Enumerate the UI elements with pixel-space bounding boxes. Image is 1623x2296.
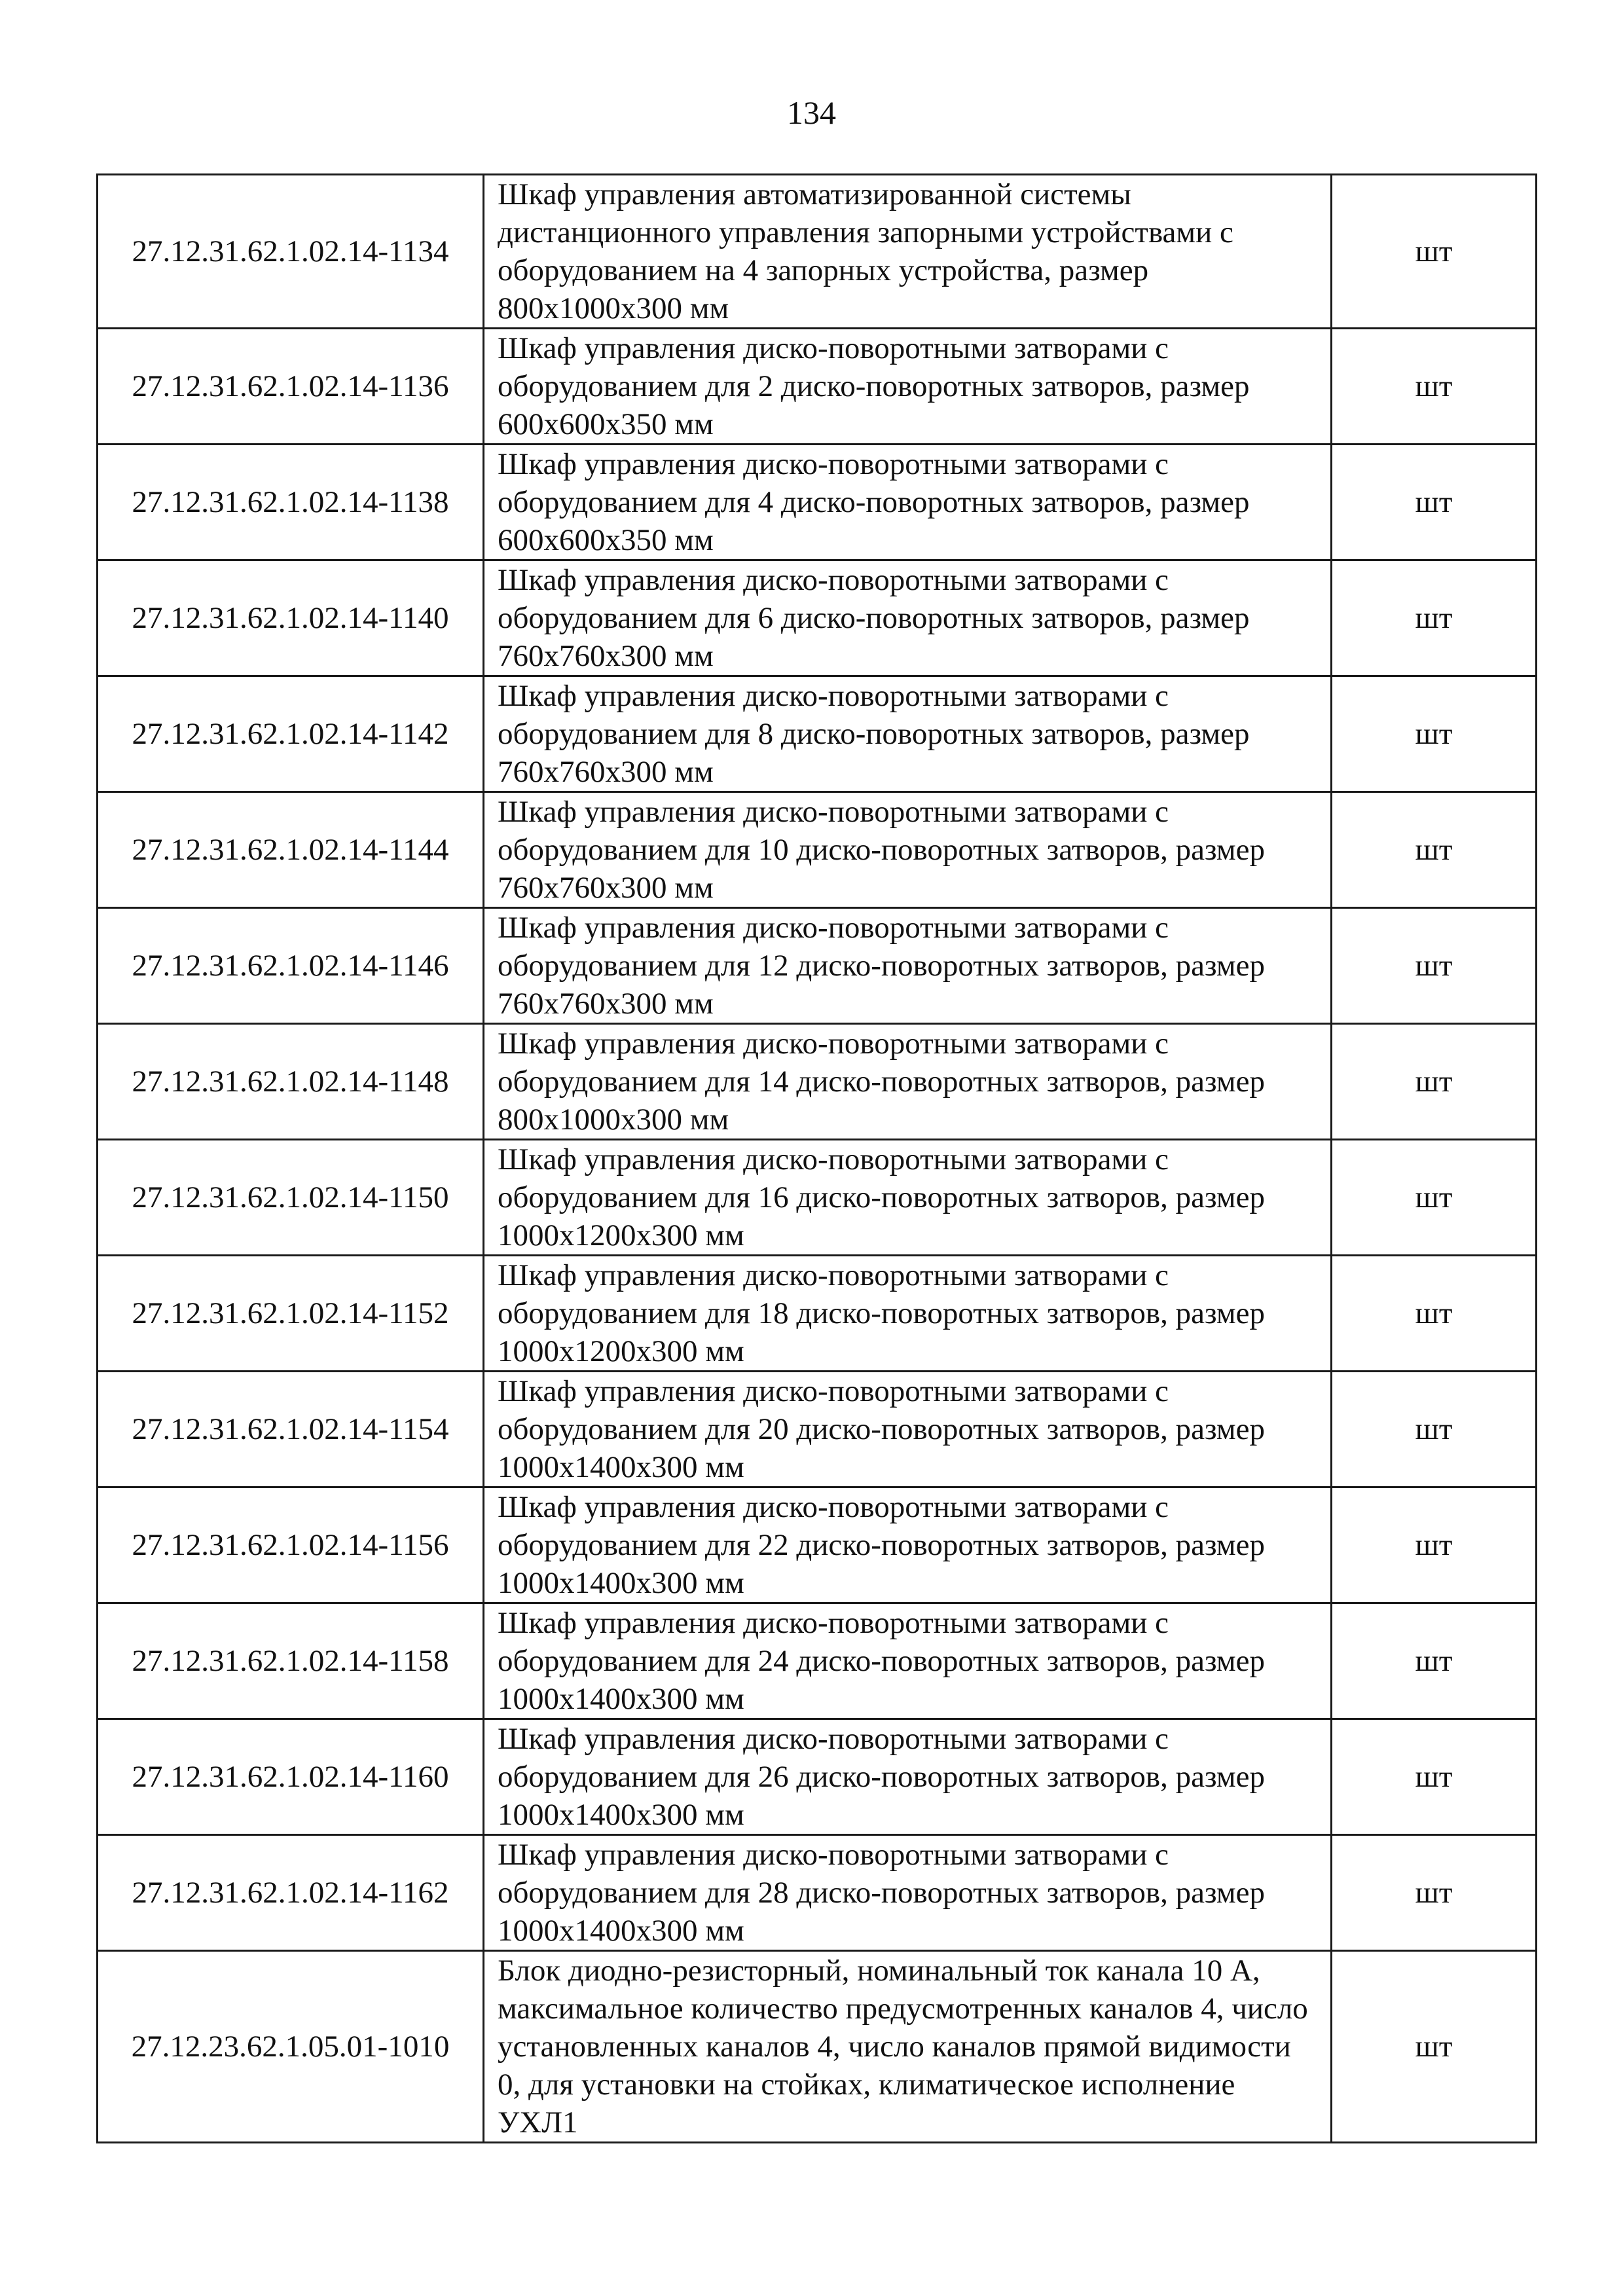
- unit-of-measure: шт: [1332, 1024, 1537, 1140]
- resource-code: 27.12.31.62.1.02.14-1148: [98, 1024, 484, 1140]
- unit-of-measure: шт: [1332, 1372, 1537, 1487]
- table-row: [98, 1256, 1537, 1372]
- resource-description: Шкаф управления диско-поворотными затворами с оборудованием для 26 диско-поворотных затворов, размер 1000x1400x300 мм: [484, 1719, 1332, 1835]
- unit-of-measure: шт: [1332, 676, 1537, 792]
- unit-of-measure: шт: [1332, 175, 1537, 329]
- resource-description: Шкаф управления диско-поворотными затворами с оборудованием для 12 диско-поворотных затворов, размер 760x760x300 мм: [484, 908, 1332, 1024]
- resource-code: 27.12.31.62.1.02.14-1160: [98, 1719, 484, 1835]
- table-row: [98, 908, 1537, 1024]
- unit-of-measure: шт: [1332, 560, 1537, 676]
- resource-description: Шкаф управления диско-поворотными затворами с оборудованием для 22 диско-поворотных затворов, размер 1000x1400x300 мм: [484, 1487, 1332, 1603]
- unit-of-measure: шт: [1332, 445, 1537, 560]
- resource-code: 27.12.31.62.1.02.14-1146: [98, 908, 484, 1024]
- unit-of-measure: шт: [1332, 1719, 1537, 1835]
- resource-code: 27.12.31.62.1.02.14-1136: [98, 329, 484, 445]
- table-row: [98, 1835, 1537, 1951]
- unit-of-measure: шт: [1332, 1140, 1537, 1256]
- resource-code: 27.12.31.62.1.02.14-1134: [98, 175, 484, 329]
- unit-of-measure: шт: [1332, 908, 1537, 1024]
- resource-code: 27.12.31.62.1.02.14-1138: [98, 445, 484, 560]
- resource-description: Шкаф управления автоматизированной системы дистанционного управления запорными устройствами с оборудованием на 4 запорных устройства, размер 800x1000x300 мм: [484, 175, 1332, 329]
- resource-code: 27.12.31.62.1.02.14-1150: [98, 1140, 484, 1256]
- resource-table: [96, 173, 1537, 2143]
- resource-code: 27.12.31.62.1.02.14-1162: [98, 1835, 484, 1951]
- resource-description: Шкаф управления диско-поворотными затворами с оборудованием для 10 диско-поворотных затворов, размер 760x760x300 мм: [484, 792, 1332, 908]
- unit-of-measure: шт: [1332, 1487, 1537, 1603]
- resource-code: 27.12.31.62.1.02.14-1140: [98, 560, 484, 676]
- resource-description: Шкаф управления диско-поворотными затворами с оборудованием для 18 диско-поворотных затворов, размер 1000x1200x300 мм: [484, 1256, 1332, 1372]
- unit-of-measure: шт: [1332, 329, 1537, 445]
- resource-description: Шкаф управления диско-поворотными затворами с оборудованием для 14 диско-поворотных затворов, размер 800x1000x300 мм: [484, 1024, 1332, 1140]
- resource-code: 27.12.31.62.1.02.14-1156: [98, 1487, 484, 1603]
- unit-of-measure: шт: [1332, 1835, 1537, 1951]
- table-row: [98, 676, 1537, 792]
- table-row: [98, 1140, 1537, 1256]
- unit-of-measure: шт: [1332, 1603, 1537, 1719]
- resource-description: Шкаф управления диско-поворотными затворами с оборудованием для 24 диско-поворотных затворов, размер 1000x1400x300 мм: [484, 1603, 1332, 1719]
- table-row: [98, 445, 1537, 560]
- table-row: [98, 1951, 1537, 2143]
- resource-description: Шкаф управления диско-поворотными затворами с оборудованием для 28 диско-поворотных затворов, размер 1000x1400x300 мм: [484, 1835, 1332, 1951]
- resource-description: Шкаф управления диско-поворотными затворами с оборудованием для 2 диско-поворотных затворов, размер 600x600x350 мм: [484, 329, 1332, 445]
- table-row: [98, 1372, 1537, 1487]
- table-row: [98, 1603, 1537, 1719]
- resource-description: Шкаф управления диско-поворотными затворами с оборудованием для 8 диско-поворотных затворов, размер 760x760x300 мм: [484, 676, 1332, 792]
- page-number: 134: [787, 94, 836, 131]
- resource-description: Шкаф управления диско-поворотными затворами с оборудованием для 16 диско-поворотных затворов, размер 1000x1200x300 мм: [484, 1140, 1332, 1256]
- resource-description: Шкаф управления диско-поворотными затворами с оборудованием для 4 диско-поворотных затворов, размер 600x600x350 мм: [484, 445, 1332, 560]
- table-row: [98, 792, 1537, 908]
- resource-description: Шкаф управления диско-поворотными затворами с оборудованием для 6 диско-поворотных затворов, размер 760x760x300 мм: [484, 560, 1332, 676]
- resource-code: 27.12.23.62.1.05.01-1010: [98, 1951, 484, 2143]
- table-row: [98, 1487, 1537, 1603]
- table-row: [98, 560, 1537, 676]
- resource-code: 27.12.31.62.1.02.14-1144: [98, 792, 484, 908]
- resource-code: 27.12.31.62.1.02.14-1142: [98, 676, 484, 792]
- resource-description: Блок диодно-резисторный, номинальный ток канала 10 А, максимальное количество предусмотренных каналов 4, число установленных каналов 4, число каналов прямой видимости 0, для установки на стойках, климатическое исполнение УХЛ1: [484, 1951, 1332, 2143]
- table-row: [98, 1024, 1537, 1140]
- table-row: [98, 175, 1537, 329]
- resource-code: 27.12.31.62.1.02.14-1152: [98, 1256, 484, 1372]
- table-row: [98, 329, 1537, 445]
- table-row: [98, 1719, 1537, 1835]
- unit-of-measure: шт: [1332, 1951, 1537, 2143]
- unit-of-measure: шт: [1332, 792, 1537, 908]
- resource-code: 27.12.31.62.1.02.14-1154: [98, 1372, 484, 1487]
- resource-description: Шкаф управления диско-поворотными затворами с оборудованием для 20 диско-поворотных затворов, размер 1000x1400x300 мм: [484, 1372, 1332, 1487]
- resource-code: 27.12.31.62.1.02.14-1158: [98, 1603, 484, 1719]
- unit-of-measure: шт: [1332, 1256, 1537, 1372]
